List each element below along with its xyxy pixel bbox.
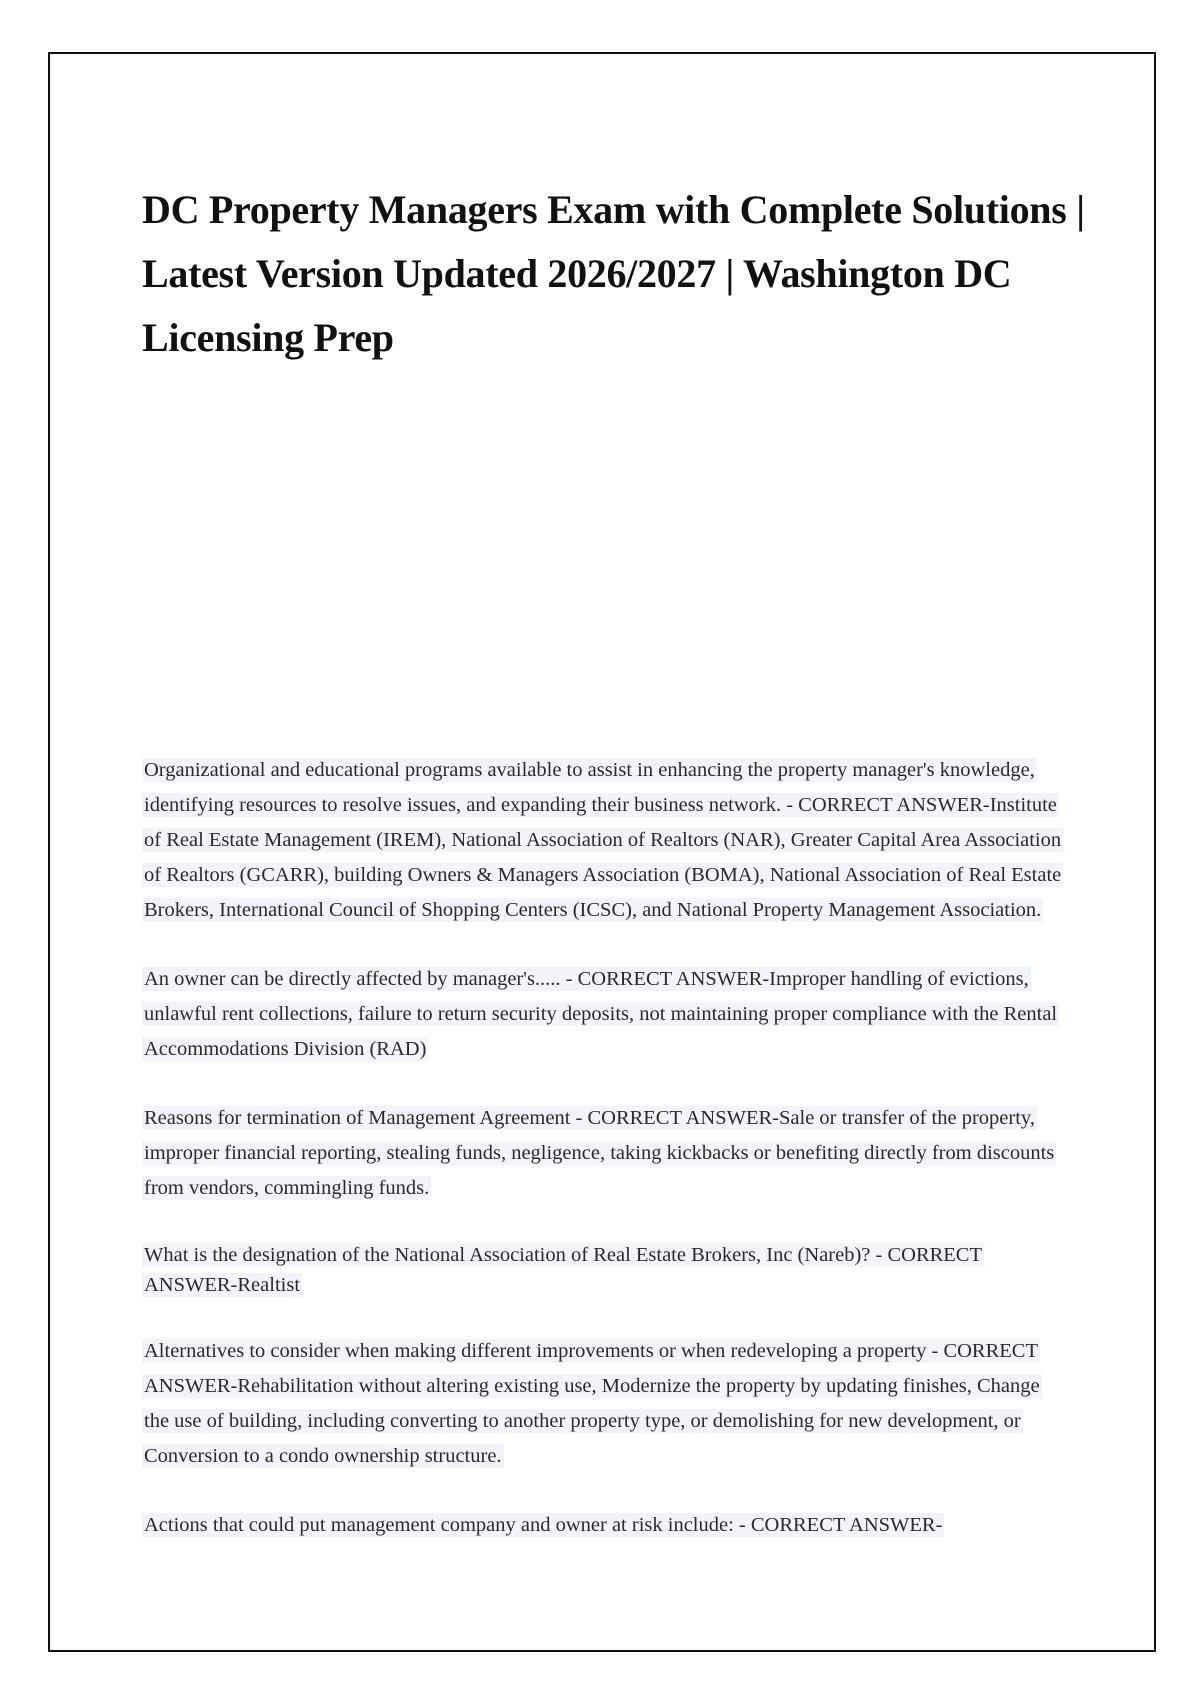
- qa-entry-3: [142, 1101, 1067, 1206]
- qa-entry-4: [142, 1240, 1067, 1300]
- qa-entry-text: Alternatives to consider when making different improvements or when redeveloping a property - CORRECT ANSWER-Rehabilitation without altering existing use, Modernize the property by updating finishes, Change the use of building, including converting to another property type, or demolishing for new development, or Conversion to a condo ownership structure.: [144, 1340, 1040, 1467]
- qa-entry-text: Organizational and educational programs available to assist in enhancing the property manager's knowledge, identifying resources to resolve issues, and expanding their business network. - CORRECT ANSWER-Institute of Real Estate Management (IREM), National Association of Realtors (NAR), Greater Capital Area Association of Realtors (GCARR), building Owners & Managers Association (BOMA), National Association of Real Estate Brokers, International Council of Shopping Centers (ICSC), and National Property Management Association.: [144, 759, 1062, 921]
- qa-list: [142, 753, 1067, 1543]
- document-title: DC Property Managers Exam with Complete Solutions | Latest Version Updated 2026/2027 | Washington DC Licensing Prep: [142, 187, 1085, 360]
- qa-entry-text: Actions that could put management company and owner at risk include: - CORRECT ANSWER-: [144, 1514, 943, 1536]
- qa-entry-6: [142, 1508, 1067, 1543]
- qa-entry-text: An owner can be directly affected by manager's..... - CORRECT ANSWER-Improper handling of evictions, unlawful rent collections, failure to return security deposits, not maintaining proper compliance with the Rental Accommodations Division (RAD): [144, 968, 1058, 1060]
- qa-entry-text: What is the designation of the National Association of Real Estate Brokers, Inc (Nareb)? - CORRECT ANSWER-Realtist: [144, 1244, 983, 1296]
- qa-entry-text: Reasons for termination of Management Agreement - CORRECT ANSWER-Sale or transfer of the property, improper financial reporting, stealing funds, negligence, taking kickbacks or benefiting directly from discounts from vendors, commingling funds.: [144, 1107, 1055, 1199]
- qa-entry-2: [142, 962, 1067, 1067]
- qa-entry-5: [142, 1334, 1067, 1474]
- qa-entry-1: [142, 753, 1067, 928]
